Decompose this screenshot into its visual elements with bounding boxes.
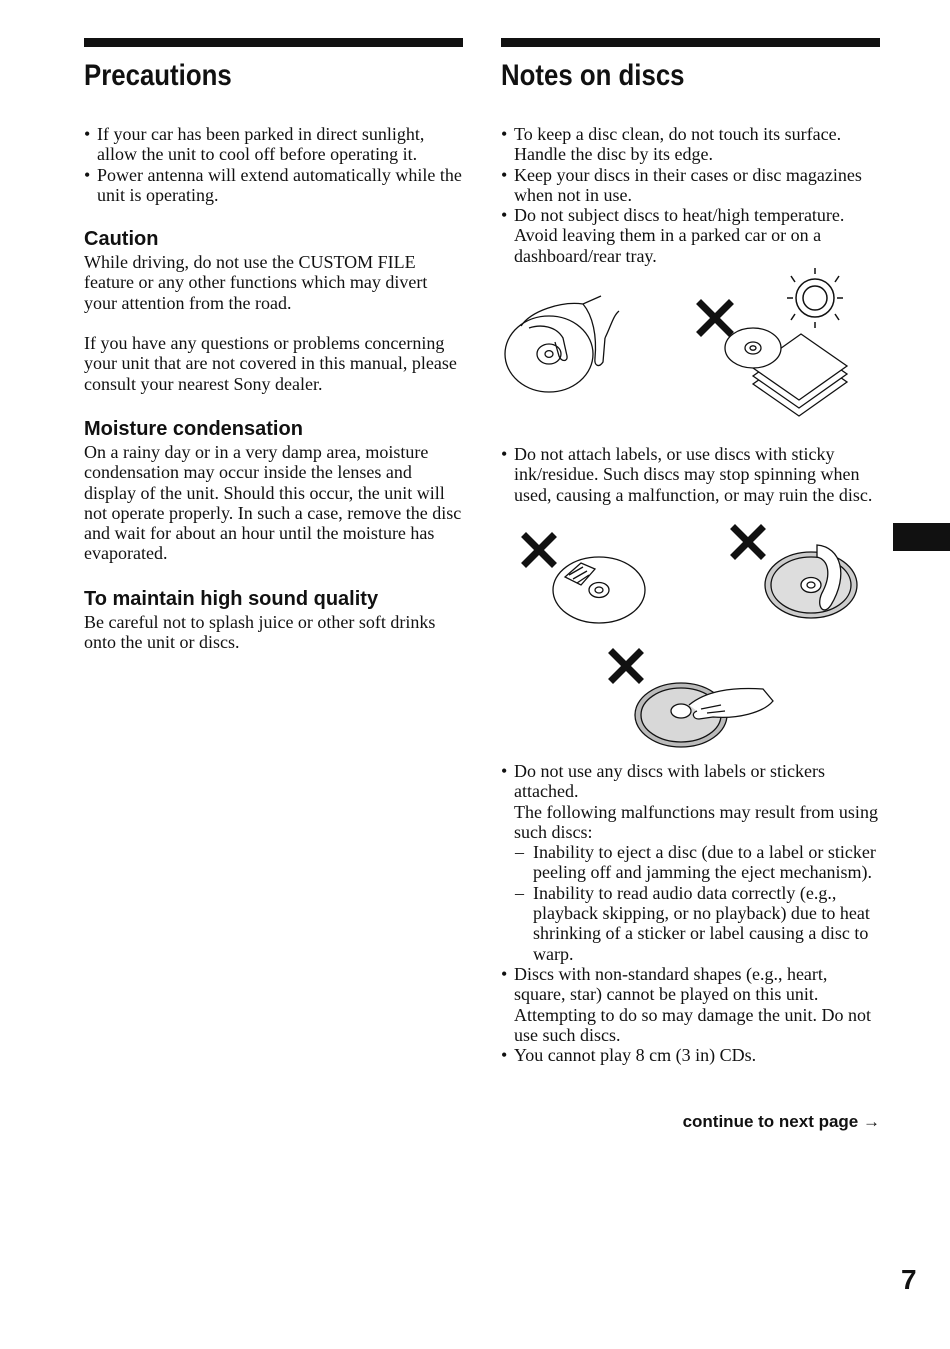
disc-handling-illustration — [501, 266, 880, 436]
hand-holding-disc-illustration — [505, 296, 619, 392]
sticker-warning-main: Do not use any discs with labels or stickers attached. — [514, 760, 825, 802]
disc-case-illustration — [725, 328, 847, 416]
disc-with-residue-illustration — [765, 545, 857, 618]
sun-heat-icon — [787, 268, 843, 328]
section-rule — [84, 38, 463, 47]
list-item: – Inability to eject a disc (due to a label or sticker peeling off and jamming the eject mechanism). — [514, 842, 880, 883]
list-item: • Do not attach labels, or use discs with sticky ink/residue. Such discs may stop spinning when used, causing a malfunction, or may ruin the disc. — [501, 444, 880, 505]
precautions-title: Precautions — [84, 59, 232, 92]
notes-on-discs-section — [501, 38, 880, 1065]
list-item: • Power antenna will extend automatically while the unit is operating. — [84, 165, 463, 206]
arrow-right-icon: → — [863, 1112, 880, 1131]
sticker-warning-list — [501, 761, 880, 1065]
section-rule — [501, 38, 880, 47]
list-item: • Do not subject discs to heat/high temperature. Avoid leaving them in a parked car or on a dashboard/rear tray. — [501, 205, 880, 266]
sound-quality-heading: To maintain high sound quality — [84, 587, 379, 610]
disc-label-illustration — [501, 505, 880, 753]
continue-to-next-page — [683, 1112, 880, 1132]
cross-mark-icon — [701, 304, 729, 332]
label-warning-list — [501, 444, 880, 505]
list-item: • Discs with non-standard shapes (e.g., heart, square, star) cannot be played on this unit. Attempting to do so may damage the unit. Do not use such discs. — [501, 964, 880, 1045]
list-item — [501, 761, 880, 964]
moisture-heading: Moisture condensation — [84, 417, 303, 440]
moisture-paragraph: On a rainy day or in a very damp area, moisture condensation may occur inside the lenses and display of the unit. Should this occur, the unit will not operate properly. In such a case, remove the disc and wait for about an hour until the moisture has evaporated. — [84, 441, 462, 564]
section-tab-marker — [893, 523, 950, 551]
list-item: • To keep a disc clean, do not touch its surface. Handle the disc by its edge. — [501, 124, 880, 165]
list-item: – Inability to read audio data correctly (e.g., playback skipping, or no playback) due to heat shrinking of a sticker or label causing a disc to warp. — [514, 883, 880, 964]
sticker-warning-sub: The following malfunctions may result from using such discs: — [514, 801, 878, 842]
precautions-section — [84, 38, 463, 652]
list-item: • Keep your discs in their cases or disc magazines when not in use. — [501, 165, 880, 206]
disc-care-list — [501, 124, 880, 266]
sound-quality-paragraph: Be careful not to splash juice or other soft drinks onto the unit or discs. — [84, 611, 436, 653]
caution-paragraph-1: While driving, do not use the CUSTOM FILE feature or any other functions which may divert your attention from the road. — [84, 252, 428, 313]
malfunction-list — [514, 842, 880, 964]
continue-label: continue to next page — [682, 1112, 859, 1131]
notes-on-discs-title: Notes on discs — [501, 59, 685, 92]
hand-on-disc-illustration — [635, 683, 773, 747]
list-item: • If your car has been parked in direct sunlight, allow the unit to cool off before operating it. — [84, 124, 463, 165]
caution-paragraph-2: If you have any questions or problems concerning your unit that are not covered in this manual, please consult your nearest Sony dealer. — [84, 333, 457, 394]
disc-with-label-illustration — [553, 557, 645, 623]
precautions-list — [84, 124, 463, 205]
list-item: • You cannot play 8 cm (3 in) CDs. — [501, 1045, 880, 1065]
page-number: 7 — [901, 1264, 917, 1295]
caution-heading: Caution — [84, 228, 159, 251]
